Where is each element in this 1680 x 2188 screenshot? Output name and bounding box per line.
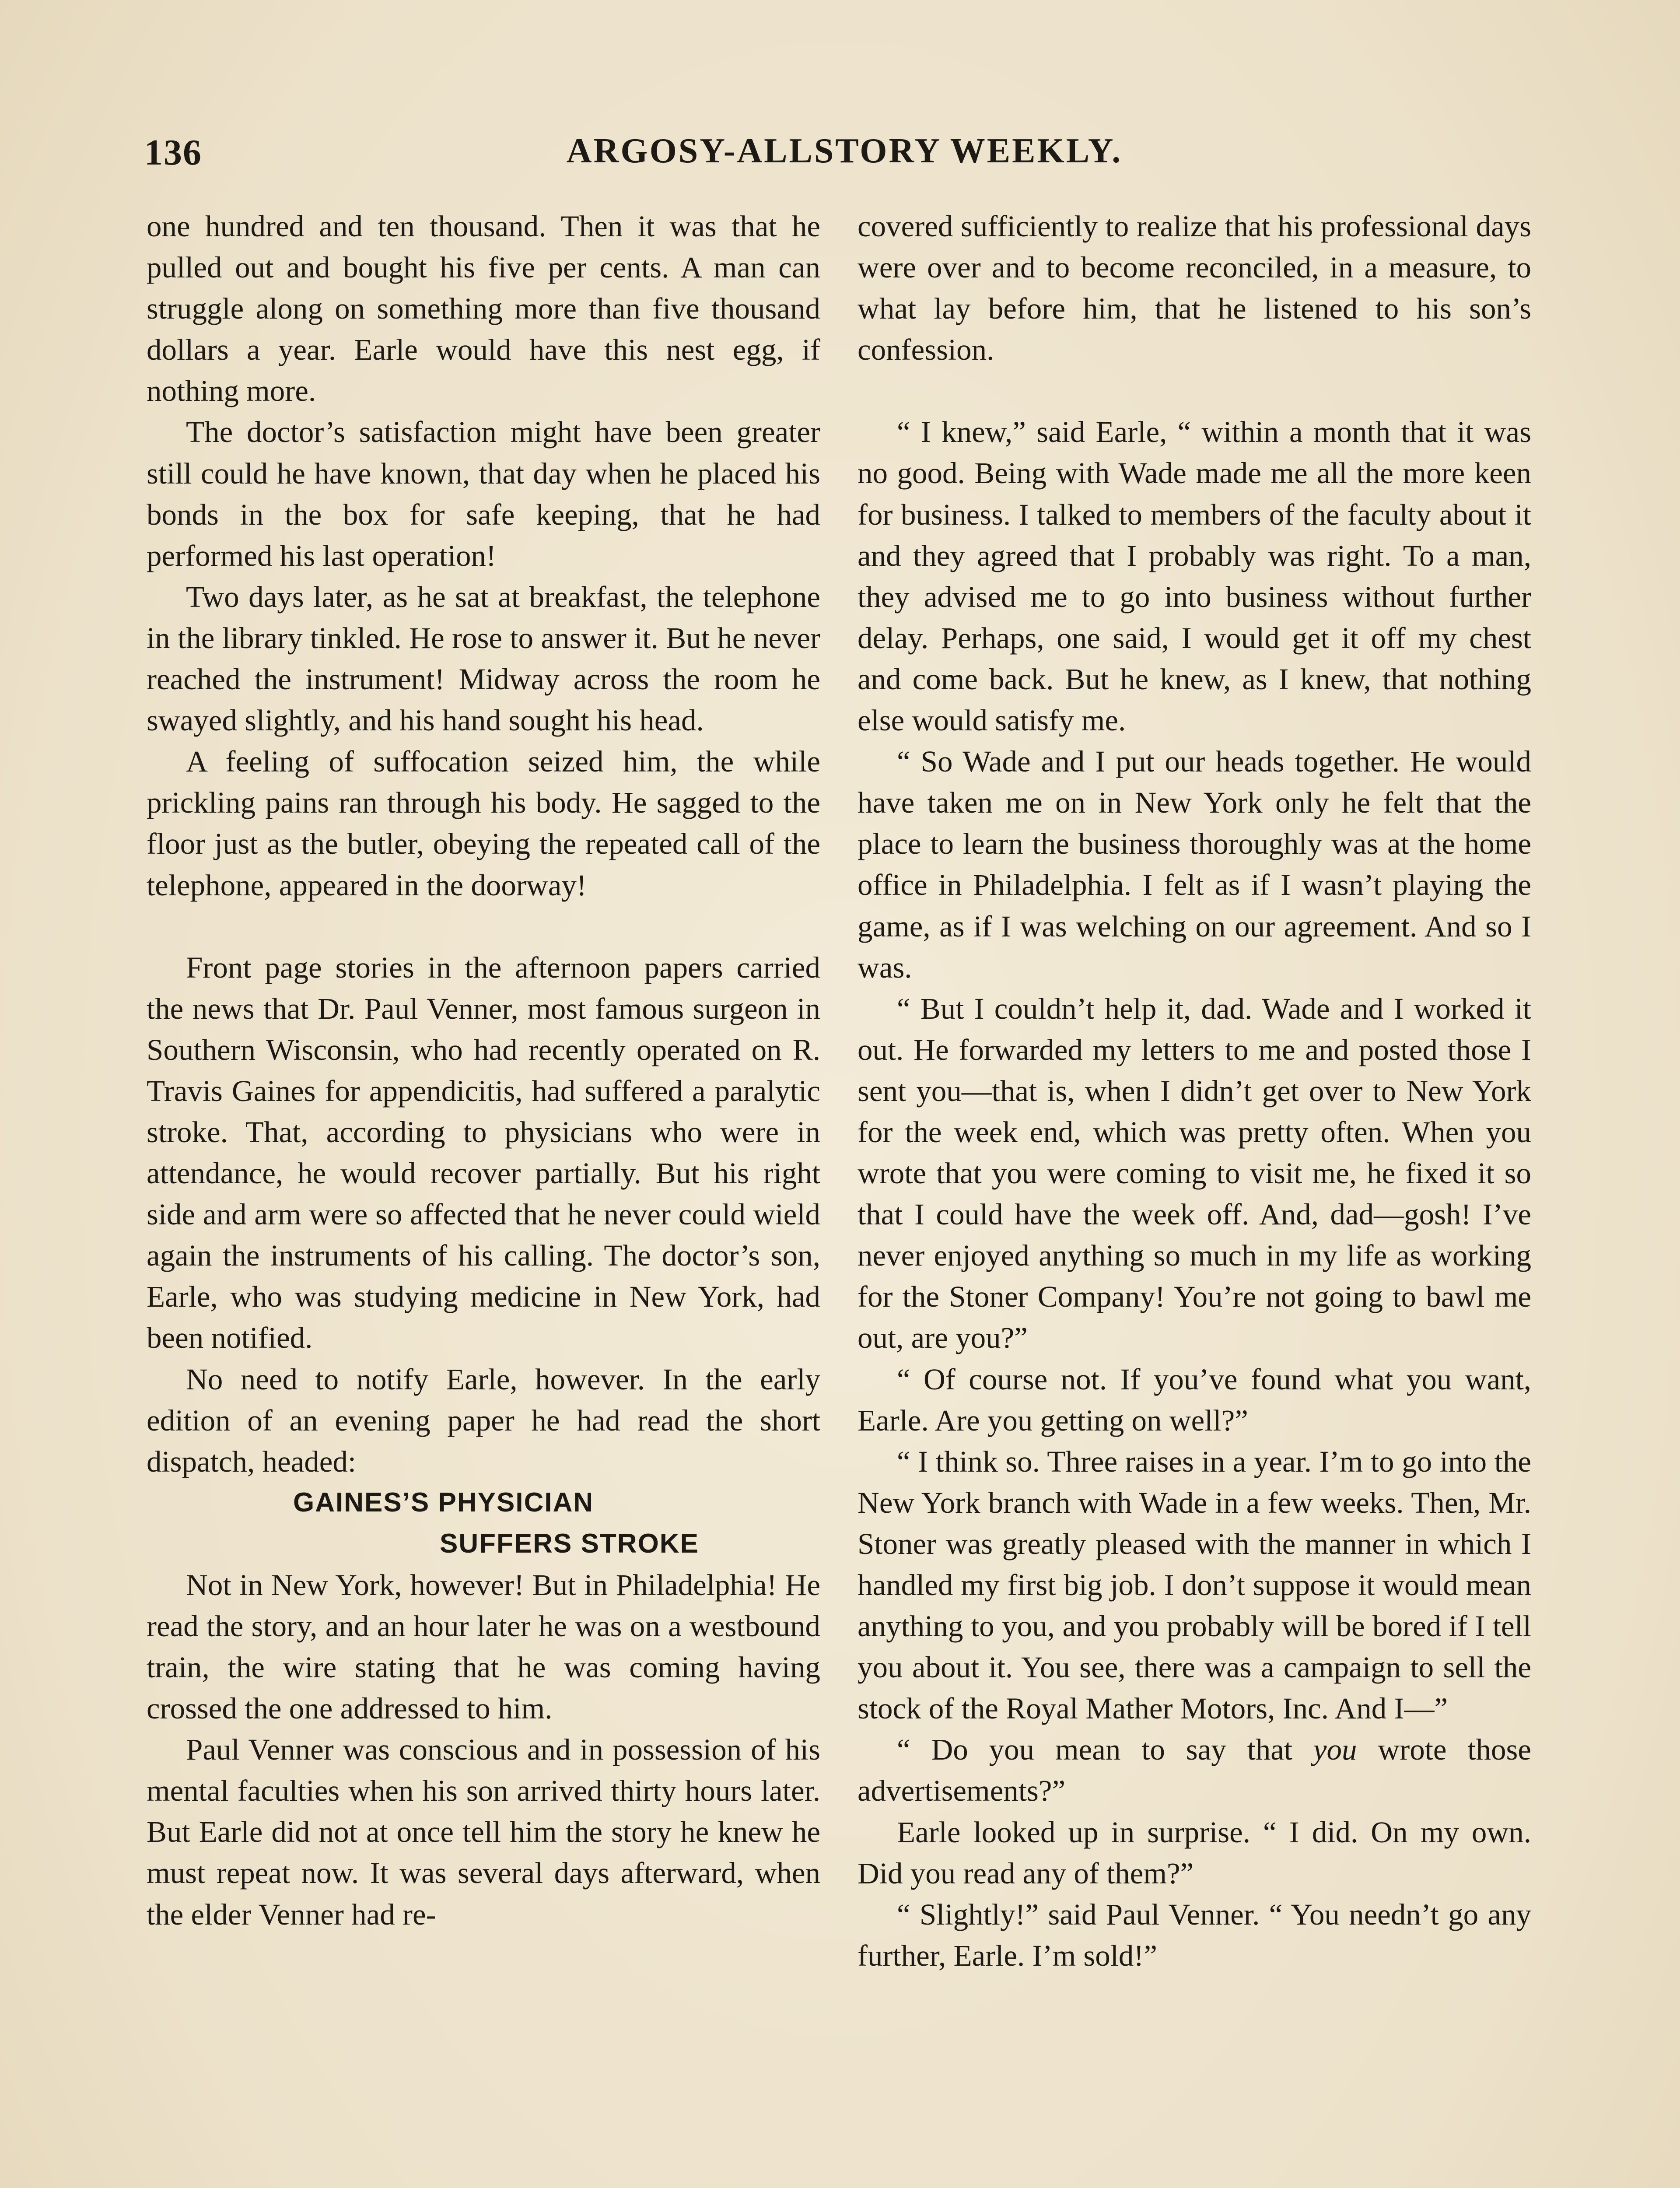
section-break — [147, 906, 820, 947]
emphasized-word: you — [1313, 1733, 1357, 1767]
page-number: 136 — [144, 132, 202, 173]
paragraph: The doctor’s satisfaction might have been greater still could he have known, that day when he placed his bonds in the box for safe keeping, that he had performed his last operation! — [147, 415, 820, 572]
left-column — [147, 206, 820, 1935]
paragraph: “ I think so. Three raises in a year. I’m to go into the New York branch with Wade in a few weeks. Then, Mr. Stoner was greatly pleased with the manner in which I handled my first big job. I don’t suppose it would mean anything to you, and you probably will be bored if I tell you about it. You see, there was a campaign to sell the stock of the Royal Mather Motors, Inc. And I—” — [858, 1445, 1531, 1725]
paragraph — [858, 1729, 1531, 1811]
paragraph: Two days later, as he sat at breakfast, the telephone in the library tinkled. He rose to answer it. But he never reached the instrument! Midway across the room he swayed slightly, and his hand sought his head. — [147, 580, 820, 737]
paragraph: “ But I couldn’t help it, dad. Wade and I worked it out. He forwarded my letters to me and posted those I sent you—that is, when I didn’t get over to New York for the week end, which was pretty often. When you wrote that you were coming to visit me, he fixed it so that I could have the week off. And, dad—gosh! I’ve never enjoyed anything so much in my life as working for the Stoner Company! You’re not going to bawl me out, are you?” — [858, 992, 1531, 1355]
paragraph: one hundred and ten thousand. Then it was that he pulled out and bought his five per cents. A man can struggle along on something more than five thousand dollars a year. Earle would have this nest egg, if nothing more. — [147, 210, 820, 408]
paragraph: No need to notify Earle, however. In the early edition of an evening paper he had read the short dispatch, headed: — [147, 1362, 820, 1478]
paragraph: “ Slightly!” said Paul Venner. “ You needn’t go any further, Earle. I’m sold!” — [858, 1897, 1531, 1972]
paragraph: “ So Wade and I put our heads together. He would have taken me on in New York only he felt that the place to learn the business thoroughly was at the home office in Philadelphia. I felt as if I wasn’t playing the game, as if I was welching on our agreement. And so I was. — [858, 745, 1531, 984]
paragraph: Front page stories in the afternoon papers carried the news that Dr. Paul Venner, most famous surgeon in Southern Wisconsin, who had recently operated on R. Travis Gaines for appendicitis, had suffered a paralytic stroke. That, according to physicians who were in attendance, he would recover partially. But his right side and arm were so affected that he never could wield again the instruments of his calling. The doctor’s son, Earle, who was studying medicine in New York, had been notified. — [147, 950, 820, 1355]
running-title: ARGOSY-ALLSTORY WEEKLY. — [566, 132, 1123, 170]
right-column — [858, 206, 1531, 1976]
quote-text: “ Do you mean to say that — [897, 1733, 1313, 1767]
paragraph: A feeling of suffocation seized him, the while prickling pains ran through his body. He sagged to the floor just as the butler, obeying the repeated call of the telephone, appeared in the doorway! — [147, 745, 820, 902]
news-headline-line-2: SUFFERS STROKE — [440, 1528, 699, 1559]
paragraph: “ Of course not. If you’ve found what you want, Earle. Are you getting on well?” — [858, 1362, 1531, 1437]
paragraph: “ I knew,” said Earle, “ within a month that it was no good. Being with Wade made me all the more keen for business. I talked to members of the faculty about it and they agreed that I probably was right. To a man, they advised me to go into business without further delay. Perhaps, one said, I would get it off my chest and come back. But he knew, as I knew, that nothing else would satisfy me. — [858, 415, 1531, 737]
news-headline-line-1: GAINES’S PHYSICIAN — [293, 1487, 594, 1518]
page-header — [144, 131, 1544, 184]
paragraph: Paul Venner was conscious and in possession of his mental faculties when his son arrived thirty hours later. But Earle did not at once tell him the story he knew he must repeat now. It was several days afterward, when the elder Venner had re- — [147, 1733, 820, 1931]
section-break — [858, 370, 1531, 411]
quote-text: wrote those advertisements?” — [858, 1733, 1531, 1808]
paragraph: covered sufficiently to realize that his professional days were over and to become reconciled, in a measure, to what lay before him, that he listened to his son’s confession. — [858, 210, 1531, 367]
paragraph: Not in New York, however! But in Philadelphia! He read the story, and an hour later he was on a westbound train, the wire stating that he was coming having crossed the one addressed to him. — [147, 1568, 820, 1725]
paragraph: Earle looked up in surprise. “ I did. On my own. Did you read any of them?” — [858, 1815, 1531, 1890]
